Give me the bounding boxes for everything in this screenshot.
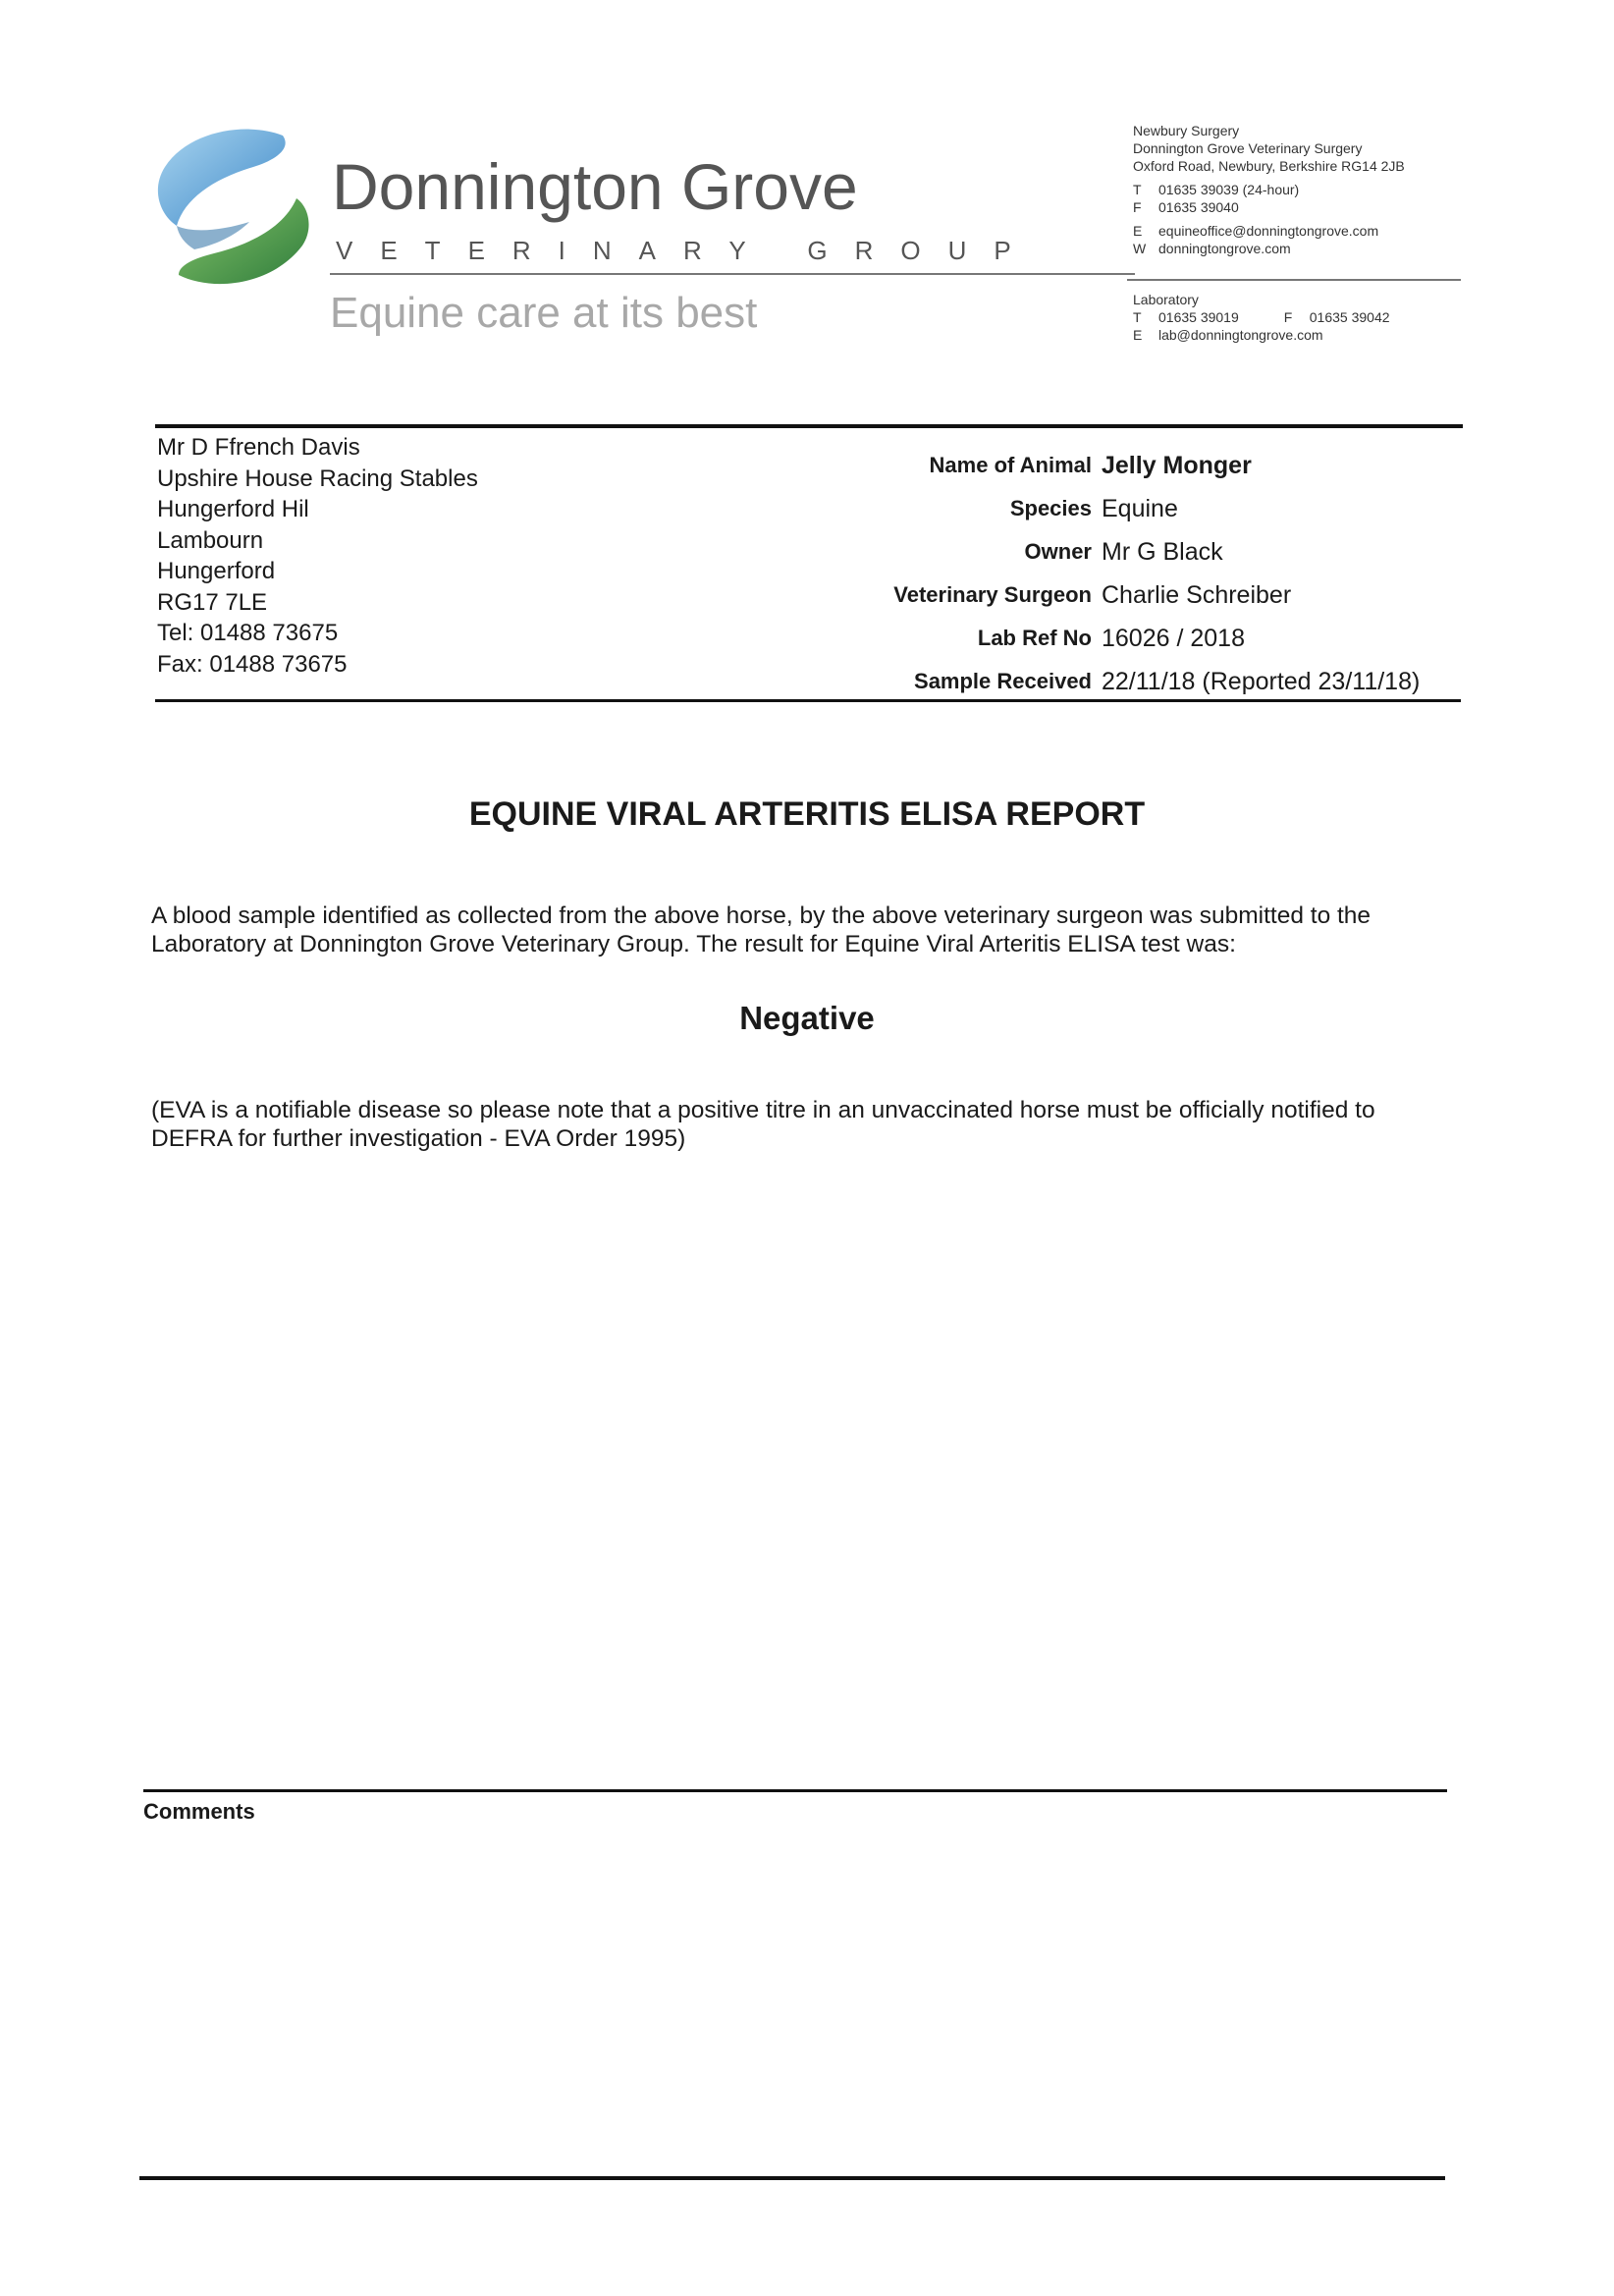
client-address-line: Hungerford — [157, 558, 276, 584]
header-divider — [330, 273, 1135, 275]
brand-name: Donnington Grove — [332, 150, 858, 223]
client-address — [157, 432, 478, 680]
surgery-email: E equineoffice@donningtongrove.com — [1133, 223, 1379, 239]
detail-row-labref — [834, 617, 1473, 660]
bottom-divider — [139, 2176, 1445, 2180]
surgery-title: Newbury Surgery — [1133, 123, 1240, 138]
client-postcode: RG17 7LE — [157, 588, 268, 616]
tagline: Equine care at its best — [330, 289, 758, 337]
species-label: Species — [1009, 496, 1092, 520]
owner-label: Owner — [1024, 539, 1092, 564]
brand-subtitle: VETERINARY GROUP — [336, 236, 1039, 265]
report-intro: A blood sample identified as collected from the above horse, by the above veterinary surgeon was submitted to the Laboratory at Donnington Grove Veterinary Group. The result for Equine Viral Arteritis ELISA test was: — [151, 902, 1372, 957]
client-address-line: Hungerford Hil — [157, 496, 309, 522]
detail-row-species — [834, 487, 1473, 530]
laboratory-phone-fax: T 01635 39019 F 01635 39042 — [1133, 309, 1390, 325]
laboratory-email: E lab@donningtongrove.com — [1133, 327, 1323, 343]
laboratory-contact-block — [1133, 291, 1390, 344]
surgery-address-line1: Donnington Grove Veterinary Surgery — [1133, 140, 1363, 156]
detail-row-sample — [834, 660, 1473, 703]
sample-received-value: 22/11/18 (Reported 23/11/18) — [1102, 667, 1421, 695]
vet-surgeon-value: Charlie Schreiber — [1102, 580, 1292, 609]
detail-row-owner — [834, 530, 1473, 574]
animal-name-label: Name of Animal — [929, 453, 1092, 477]
sample-received-label: Sample Received — [914, 669, 1092, 693]
lab-ref-label: Lab Ref No — [977, 626, 1092, 650]
client-address-line: Upshire House Racing Stables — [157, 465, 478, 492]
test-result: Negative — [739, 1000, 875, 1036]
animal-details — [834, 444, 1473, 703]
animal-name-value: Jelly Monger — [1102, 451, 1252, 479]
client-tel: Tel: 01488 73675 — [157, 620, 339, 646]
vet-surgeon-label: Veterinary Surgeon — [893, 582, 1092, 607]
surgery-contact-block — [1133, 122, 1405, 257]
comments-divider — [143, 1789, 1447, 1792]
client-name: Mr D Ffrench Davis — [157, 434, 360, 461]
report-note: (EVA is a notifiable disease so please note that a positive titre in an unvaccinated horse must be officially notified to DEFRA for further investigation - EVA Order 1995) — [151, 1097, 1375, 1152]
header-divider-contacts — [1127, 279, 1461, 281]
species-value: Equine — [1102, 494, 1178, 522]
lab-ref-value: 16026 / 2018 — [1102, 624, 1245, 652]
surgery-address-line2: Oxford Road, Newbury, Berkshire RG14 2JB — [1133, 158, 1405, 174]
owner-value: Mr G Black — [1102, 537, 1223, 566]
laboratory-title: Laboratory — [1133, 292, 1199, 307]
donnington-grove-logo-icon — [155, 128, 310, 285]
detail-row-vet — [834, 574, 1473, 617]
surgery-website: W donningtongrove.com — [1133, 241, 1291, 256]
comments-label: Comments — [143, 1799, 255, 1824]
client-fax: Fax: 01488 73675 — [157, 650, 348, 678]
surgery-fax: F 01635 39040 — [1133, 199, 1239, 215]
details-divider — [155, 699, 1461, 702]
client-address-line: Lambourn — [157, 526, 264, 554]
detail-row-name — [834, 444, 1473, 487]
top-divider — [155, 424, 1463, 428]
surgery-phone: T 01635 39039 (24-hour) — [1133, 182, 1300, 197]
report-title: EQUINE VIRAL ARTERITIS ELISA REPORT — [468, 795, 1146, 833]
